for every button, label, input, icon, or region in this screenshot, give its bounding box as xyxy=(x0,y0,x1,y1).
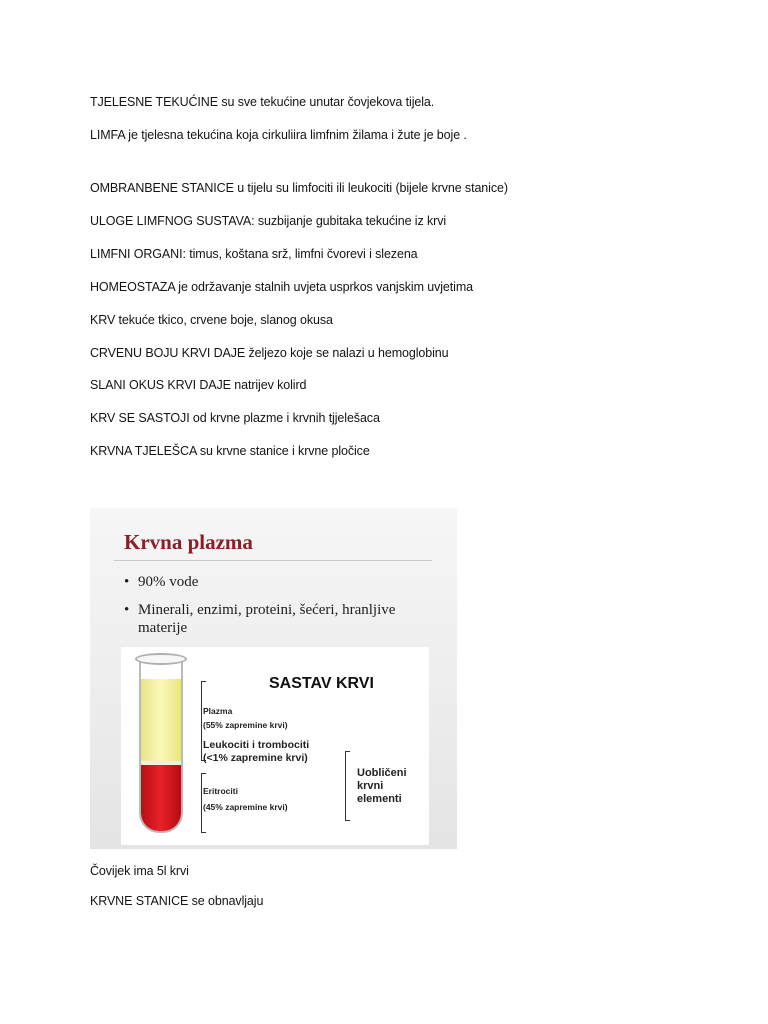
tube-rim xyxy=(135,653,187,665)
bullet-text: 90% vode xyxy=(138,574,199,590)
plasma-layer xyxy=(141,679,181,761)
bullet-symbol: • xyxy=(124,574,130,590)
text-line: KRV SE SASTOJI od krvne plazme i krvnih tjjelešaca xyxy=(90,411,380,425)
figure-bullet-continued xyxy=(124,620,187,637)
blood-plasma-figure xyxy=(90,508,457,849)
figure-title: Krvna plazma xyxy=(124,530,253,554)
text-line: LIMFA je tjelesna tekućina koja cirkuliira limfnim žilama i žute je boje . xyxy=(90,128,467,142)
bullet-text: materije xyxy=(138,620,188,636)
text-line: TJELESNE TEKUĆINE su sve tekućine unutar čovjekova tijela. xyxy=(90,95,435,109)
text-line: KRV tekuće tkico, crvene boje, slanog okusa xyxy=(90,313,333,327)
formed-elements-label-2: krvni xyxy=(357,780,384,792)
erythrocyte-layer xyxy=(141,765,181,831)
test-tube xyxy=(139,657,183,833)
text-line: LIMFNI ORGANI: timus, koštana srž, limfni čvorevi i slezena xyxy=(90,247,418,261)
erythrocyte-percent: (45% zapremine krvi) xyxy=(203,802,288,812)
leukocyte-label: Leukociti i trombociti xyxy=(203,739,310,751)
figure-bullet xyxy=(124,574,198,591)
leukocyte-percent: (<1% zapremine krvi) xyxy=(203,752,308,764)
text-line: KRVNE STANICE se obnavljaju xyxy=(90,894,264,908)
text-line: HOMEOSTAZA je održavanje stalnih uvjeta usprkos vanjskim uvjetima xyxy=(90,280,474,294)
bullet-text: Minerali, enzimi, proteini, šećeri, hranljive xyxy=(138,602,396,618)
text-line: OMBRANBENE STANICE u tijelu su limfociti ili leukociti (bijele krvne stanice) xyxy=(90,181,508,195)
divider xyxy=(114,560,432,561)
text-line: SLANI OKUS KRVI DAJE natrijev kolird xyxy=(90,378,307,392)
text-line: Čovijek ima 5l krvi xyxy=(90,864,189,878)
erythrocyte-label: Eritrociti xyxy=(203,786,238,796)
text-line: KRVNA TJELEŠCA su krvne stanice i krvne pločice xyxy=(90,444,370,458)
plasma-label: Plazma xyxy=(203,706,233,716)
text-line: ULOGE LIMFNOG SUSTAVA: suzbijanje gubitaka tekućine iz krvi xyxy=(90,214,447,228)
text-line: CRVENU BOJU KRVI DAJE željezo koje se nalazi u hemoglobinu xyxy=(90,346,449,360)
plasma-percent: (55% zapremine krvi) xyxy=(203,720,288,730)
diagram-title: SASTAV KRVI xyxy=(269,675,374,692)
figure-bullet xyxy=(124,602,395,619)
formed-elements-label-3: elementi xyxy=(357,793,402,805)
formed-elements-bracket xyxy=(345,751,350,821)
formed-elements-label-1: Uobličeni xyxy=(357,767,407,779)
blood-composition-diagram xyxy=(121,647,429,845)
bullet-symbol: • xyxy=(124,602,130,618)
